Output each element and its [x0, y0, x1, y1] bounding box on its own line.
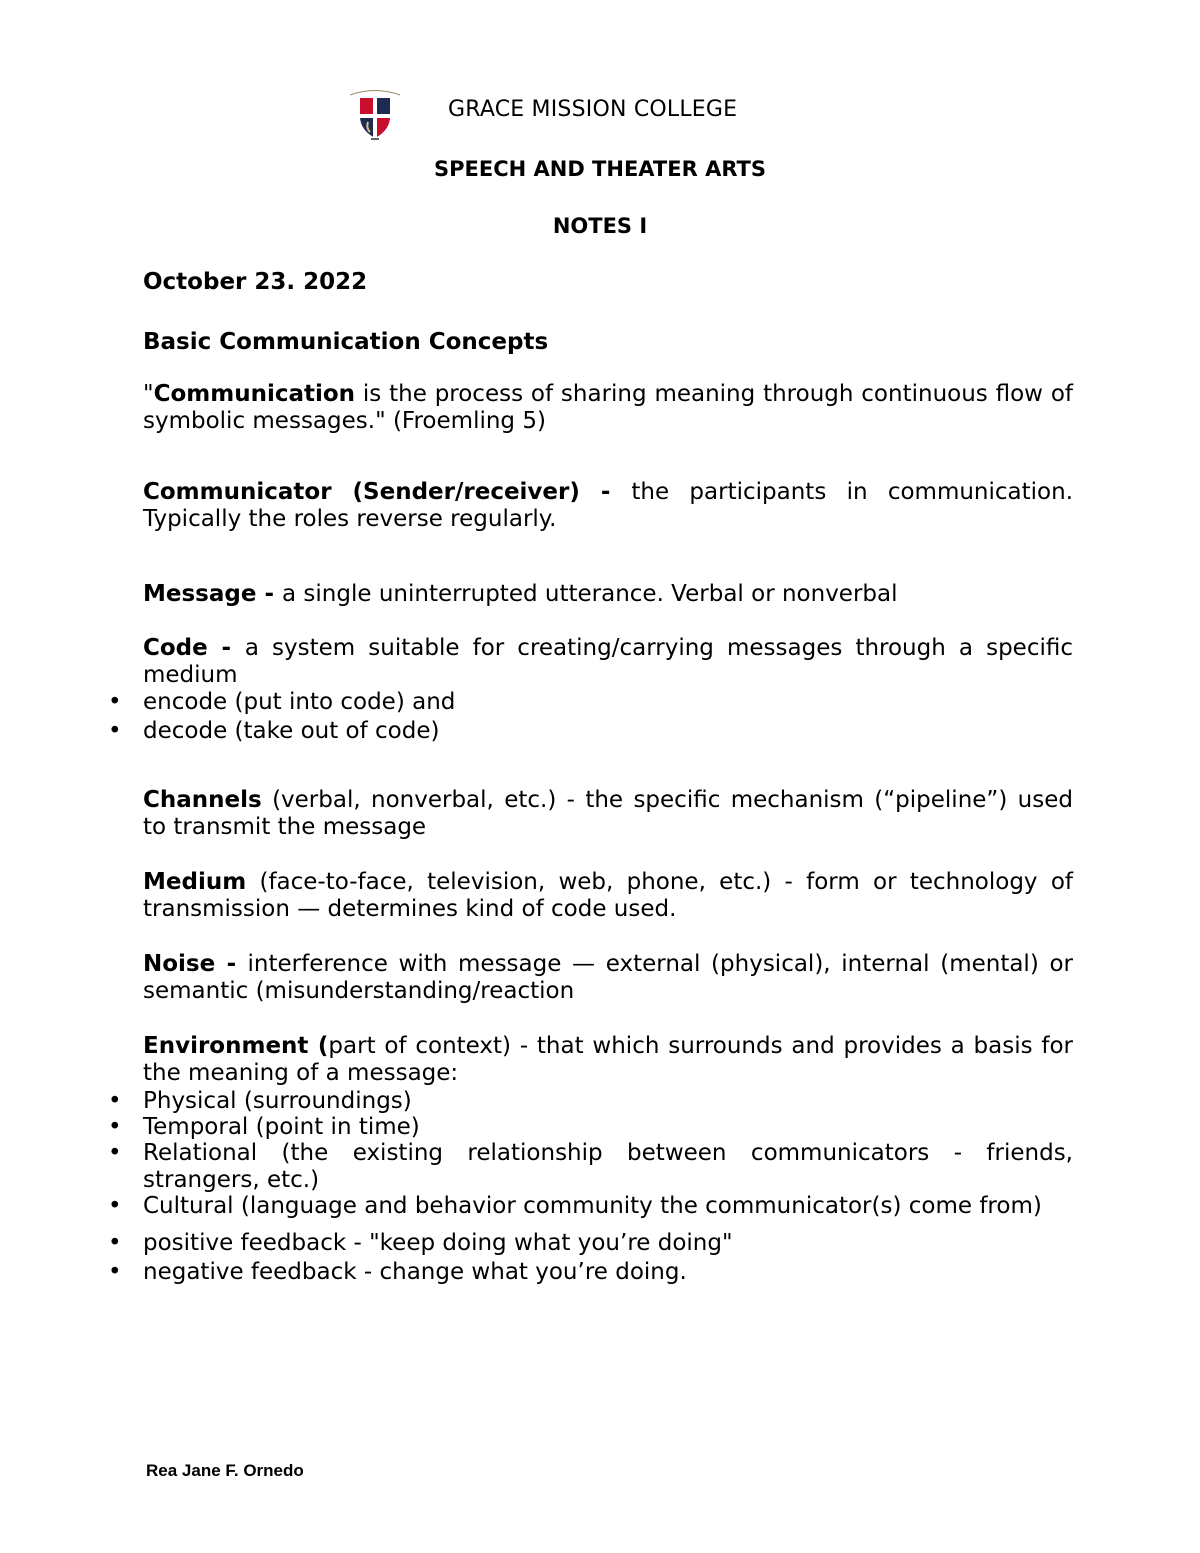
bullet-icon: •	[108, 1088, 122, 1114]
list-item	[108, 689, 1073, 716]
college-logo	[346, 86, 404, 142]
course-title: SPEECH AND THEATER ARTS	[433, 157, 767, 181]
list-item	[108, 1088, 1073, 1115]
bullet-icon: •	[108, 1259, 122, 1285]
list-item	[108, 1193, 1073, 1220]
footer-author: Rea Jane F. Ornedo	[146, 1461, 304, 1480]
communicator-sep: -	[579, 479, 632, 505]
environment-bullet-temporal: Temporal (point in time)	[143, 1114, 420, 1140]
message-term: Message	[143, 581, 257, 607]
quote-text: is the process of sharing meaning through continuous flow of symbolic messages." (Froemling 5)	[143, 381, 1073, 434]
medium-term: Medium	[143, 869, 247, 895]
notes-title: NOTES I	[552, 214, 648, 238]
quote-open: "	[143, 381, 154, 407]
code-term: Code	[143, 635, 208, 661]
message-sep: -	[256, 581, 283, 607]
environment-text: part of context) - that which surrounds and provides a basis for the meaning of a message:	[143, 1033, 1073, 1086]
medium-text: (face-to-face, television, web, phone, etc.) - form or technology of transmission — determines kind of code used.	[143, 869, 1073, 922]
bullet-icon: •	[108, 718, 122, 744]
noise-text: interference with message — external (physical), internal (mental) or semantic (misunderstanding/reaction	[143, 951, 1074, 1004]
list-item	[108, 1230, 1073, 1257]
list-item	[108, 1259, 1073, 1286]
list-item	[108, 1140, 1073, 1194]
feedback-negative: negative feedback - change what you’re doing.	[143, 1259, 687, 1285]
noise-term: Noise	[143, 951, 216, 977]
bullet-icon: •	[108, 1230, 122, 1256]
section-title: Basic Communication Concepts	[143, 329, 549, 355]
feedback-positive: positive feedback - "keep doing what you’re doing"	[143, 1230, 733, 1256]
medium-definition	[143, 869, 1073, 923]
environment-bullet-relational: Relational (the existing relationship between communicators - friends, strangers, etc.)	[143, 1140, 1073, 1193]
message-text: a single uninterrupted utterance. Verbal or nonverbal	[282, 581, 898, 607]
message-definition	[143, 581, 1073, 608]
environment-bullet-cultural: Cultural (language and behavior community the communicator(s) come from)	[143, 1193, 1042, 1219]
college-name: GRACE MISSION COLLEGE	[448, 97, 738, 122]
code-definition	[143, 635, 1073, 689]
list-item	[108, 1114, 1073, 1141]
code-text: a system suitable for creating/carrying messages through a specific medium	[143, 635, 1073, 688]
channels-definition	[143, 787, 1073, 841]
communication-quote	[143, 381, 1073, 435]
bullet-icon: •	[108, 689, 122, 715]
channels-term: Channels	[143, 787, 262, 813]
code-bullet-decode: decode (take out of code)	[143, 718, 440, 744]
environment-term: Environment (	[143, 1033, 329, 1059]
environment-definition	[143, 1033, 1073, 1087]
communicator-definition	[143, 479, 1073, 533]
quote-term: Communication	[153, 381, 356, 407]
environment-bullet-physical: Physical (surroundings)	[143, 1088, 412, 1114]
noise-definition	[143, 951, 1073, 1005]
code-bullet-encode: encode (put into code) and	[143, 689, 456, 715]
list-item	[108, 718, 1073, 745]
bullet-icon: •	[108, 1140, 122, 1166]
channels-text: (verbal, nonverbal, etc.) - the specific mechanism (“pipeline”) used to transmit the message	[143, 787, 1073, 840]
bullet-icon: •	[108, 1114, 122, 1140]
bullet-icon: •	[108, 1193, 122, 1219]
code-sep: -	[207, 635, 245, 661]
communicator-text: the participants in communication. Typically the roles reverse regularly.	[143, 479, 1074, 532]
date: October 23. 2022	[143, 269, 368, 295]
communicator-term: Communicator (Sender/receiver)	[143, 479, 580, 505]
noise-sep: -	[215, 951, 248, 977]
